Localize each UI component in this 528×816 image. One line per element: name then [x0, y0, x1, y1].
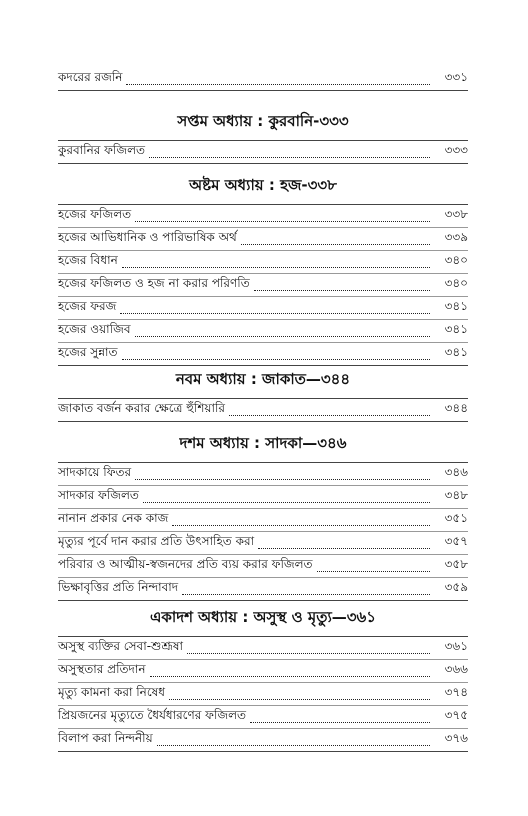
toc-section: [58, 68, 468, 91]
toc-entry: [58, 228, 468, 251]
entry-page: ৩৭৫: [444, 708, 468, 722]
entry-title: ভিক্ষাবৃত্তির প্রতি নিন্দাবাদ: [58, 580, 179, 594]
entry-title: হজের ফজিলত ও হজ না করার পরিণতি: [58, 276, 250, 290]
entry-page: ৩৫৯: [444, 580, 468, 594]
toc-entry: [58, 297, 468, 320]
entry-page: ৩৪১: [444, 322, 468, 336]
toc-entry: [58, 320, 468, 343]
toc-entry: [58, 706, 468, 729]
toc-entry: [58, 141, 468, 164]
entry-page: ৩৫৭: [444, 534, 468, 548]
entry-title: কুরবানির ফজিলত: [58, 143, 146, 157]
dot-leader: [120, 303, 430, 314]
dot-leader: [241, 234, 430, 245]
dot-leader: [135, 469, 430, 480]
toc-entry: [58, 399, 468, 422]
entry-title: হজের বিধান: [58, 253, 118, 267]
dot-leader: [135, 211, 430, 222]
entry-title: কদরের রজনি: [58, 70, 123, 84]
toc-entry: [58, 555, 468, 578]
chapter-heading: একাদশ অধ্যায় : অসুস্থ ও মৃত্যু—৩৬১: [149, 608, 377, 626]
entry-page: ৩৩৮: [444, 207, 468, 221]
entry-list: [58, 68, 468, 91]
dot-leader: [254, 280, 430, 291]
entry-title: পরিবার ও আত্মীয়-স্বজনদের প্রতি ব্যয় করার ফজিলত: [58, 557, 313, 571]
entry-title: অসুস্থ ব্যক্তির সেবা-শুশ্রূষা: [58, 639, 183, 653]
entry-title: মৃত্যুর পূর্বে দান করার প্রতি উৎসাহিত করা: [58, 534, 255, 548]
dot-leader: [172, 515, 430, 526]
entry-title: সাদকায়ে ফিতর: [58, 465, 132, 479]
dot-leader: [143, 492, 430, 503]
dot-leader: [169, 689, 430, 700]
entry-title: নানান প্রকার নেক কাজ: [58, 511, 169, 525]
dot-leader: [122, 349, 430, 360]
entry-page: ৩৫১: [444, 511, 468, 525]
entry-page: ৩৩৯: [444, 230, 468, 244]
entry-page: ৩৫৮: [444, 557, 468, 571]
toc-section: [58, 172, 468, 366]
entry-title: হজের ফরজ: [58, 299, 117, 313]
toc-entry: [58, 509, 468, 532]
entry-title: সাদকার ফজিলত: [58, 488, 139, 502]
toc-entry: [58, 463, 468, 486]
dot-leader: [317, 561, 430, 572]
dot-leader: [250, 712, 430, 723]
toc-section: [58, 604, 468, 752]
entry-page: ৩৬১: [444, 639, 468, 653]
dot-leader: [135, 326, 430, 337]
chapter-heading: দশম অধ্যায় : সাদকা—৩৪৬: [179, 434, 347, 452]
entry-page: ৩৭৪: [444, 685, 468, 699]
toc-entry: [58, 683, 468, 706]
entry-title: বিলাপ করা নিন্দনীয়: [58, 731, 153, 745]
toc-entry: [58, 251, 468, 274]
entry-title: হজের আভিধানিক ও পারিভাষিক অর্থ: [58, 230, 237, 244]
entry-title: জাকাত বর্জন করার ক্ষেত্রে হুঁশিয়ারি: [58, 401, 226, 415]
entry-page: ৩৪৮: [444, 488, 468, 502]
dot-leader: [157, 735, 430, 746]
entry-page: ৩৩১: [444, 70, 468, 84]
entry-page: ৩৭৬: [444, 731, 468, 745]
toc-section: [58, 430, 468, 601]
dot-leader: [187, 643, 430, 654]
chapter-heading: নবম অধ্যায় : জাকাত—৩৪৪: [175, 370, 351, 388]
toc-entry: [58, 660, 468, 683]
entry-title: প্রিয়জনের মৃত্যুতে ধৈর্যধারণের ফজিলত: [58, 708, 247, 722]
toc-entry: [58, 343, 468, 366]
dot-leader: [122, 257, 430, 268]
dot-leader: [258, 538, 430, 549]
toc-entry: [58, 205, 468, 228]
dot-leader: [229, 405, 430, 416]
toc-entry: [58, 68, 468, 91]
entry-title: মৃত্যু কামনা করা নিষেধ: [58, 685, 166, 699]
toc-entry: [58, 274, 468, 297]
entry-list: [58, 398, 468, 422]
entry-page: ৩৪১: [444, 299, 468, 313]
entry-page: ৩৪০: [444, 276, 468, 290]
toc-entry: [58, 637, 468, 660]
entry-page: ৩৪০: [444, 253, 468, 267]
toc-entry: [58, 532, 468, 555]
toc-entry: [58, 729, 468, 752]
chapter-heading: সপ্তম অধ্যায় : কুরবানি-৩৩৩: [177, 112, 349, 130]
dot-leader: [126, 74, 430, 85]
toc-section: [58, 108, 468, 164]
entry-title: অসুস্থতার প্রতিদান: [58, 662, 146, 676]
dot-leader: [149, 147, 430, 158]
entry-page: ৩৪১: [444, 345, 468, 359]
entry-title: হজের সুন্নাত: [58, 345, 118, 359]
toc-entry: [58, 578, 468, 601]
entry-list: [58, 204, 468, 366]
entry-page: ৩৩৩: [444, 143, 468, 157]
entry-title: হজের ওয়াজিব: [58, 322, 131, 336]
entry-page: ৩৪৪: [444, 401, 468, 415]
entry-page: ৩৪৬: [444, 465, 468, 479]
dot-leader: [182, 584, 430, 595]
toc-section: [58, 366, 468, 422]
entry-page: ৩৬৬: [444, 662, 468, 676]
toc-entry: [58, 486, 468, 509]
entry-list: [58, 140, 468, 164]
dot-leader: [150, 666, 430, 677]
chapter-heading: অষ্টম অধ্যায় : হজ-৩৩৮: [189, 176, 337, 194]
entry-title: হজের ফজিলত: [58, 207, 132, 221]
entry-list: [58, 462, 468, 601]
entry-list: [58, 636, 468, 752]
